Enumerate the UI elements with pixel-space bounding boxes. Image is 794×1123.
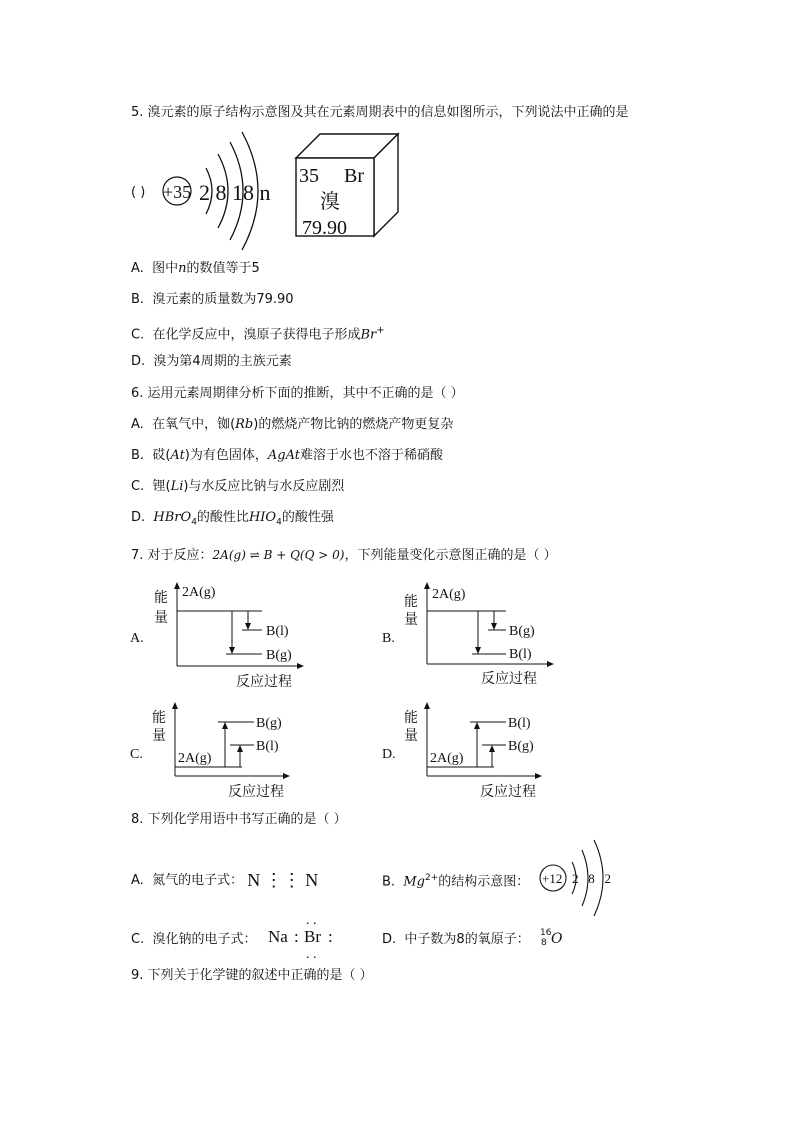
svg-text:反应过程: 反应过程	[480, 784, 536, 800]
svg-text:B(g): B(g)	[266, 648, 292, 663]
svg-text:Br: Br	[304, 927, 321, 946]
q7-diagram-b	[382, 580, 562, 690]
sodium-bromide-electron-formula	[266, 914, 338, 960]
svg-text:2A(g): 2A(g)	[182, 585, 216, 600]
q6-option-a: A. 在氧气中，铷(Rb)的燃烧产物比钠的燃烧产物更复杂	[131, 417, 454, 432]
svg-text:反应过程: 反应过程	[236, 674, 292, 690]
element-symbol: Br	[344, 165, 364, 187]
svg-text:B.: B.	[382, 631, 395, 646]
svg-text:反应过程: 反应过程	[228, 784, 284, 800]
svg-text:量: 量	[404, 728, 418, 744]
svg-text:能: 能	[152, 710, 166, 726]
q6-option-c: C. 锂(Li)与水反应比钠与水反应剧烈	[131, 479, 345, 494]
svg-text::: :	[294, 927, 299, 946]
q5-option-d: D. 溴为第4周期的主族元素	[131, 354, 292, 369]
q6-option-d: D. HBrO$_4$的酸性比$HIO_4$的酸性强	[131, 510, 334, 528]
svg-text:D.: D.	[382, 747, 396, 762]
bromine-atom-structure-diagram	[150, 128, 280, 250]
bromine-periodic-card	[292, 130, 402, 240]
electron-counts: 2 8 18 n	[199, 180, 271, 205]
q5-option-b: B. 溴元素的质量数为79.90	[131, 292, 294, 307]
atomic-mass: 79.90	[302, 217, 347, 239]
svg-text:+12: +12	[542, 871, 563, 886]
q8-option-c: C. 溴化钠的电子式：	[131, 932, 257, 947]
svg-text:能: 能	[404, 710, 418, 726]
svg-text:Na: Na	[268, 927, 288, 946]
q7-diagram-d	[382, 700, 562, 806]
q8-stem: 8. 下列化学用语中书写正确的是（ ）	[131, 812, 347, 827]
q8-option-a: A. 氮气的电子式： N ⋮⋮ N	[131, 870, 319, 890]
svg-text:反应过程: 反应过程	[481, 671, 537, 687]
q5-answer-paren: ( )	[131, 185, 146, 200]
svg-text:2A(g): 2A(g)	[430, 751, 464, 766]
svg-text:2A(g): 2A(g)	[432, 587, 466, 602]
svg-text:A.: A.	[130, 631, 144, 646]
svg-text:. .: . .	[306, 947, 317, 962]
q9-stem: 9. 下列关于化学键的叙述中正确的是（ ）	[131, 968, 373, 983]
magnesium-ion-structure-diagram	[536, 836, 616, 918]
axis-y-label-1: 能	[154, 590, 168, 606]
q8-option-d: D. 中子数为8的氧原子：	[382, 932, 530, 947]
svg-text::: :	[328, 927, 333, 946]
q7-diagram-a	[130, 580, 310, 690]
svg-text:B(l): B(l)	[509, 647, 532, 662]
svg-text:B(g): B(g)	[508, 739, 534, 754]
q6-option-b: B. 砹(At)为有色固体，AgAt难溶于水也不溶于稀硝酸	[131, 448, 443, 463]
q8-option-b: B. $Mg^{2+}$的结构示意图：	[382, 873, 530, 890]
q7-diagram-c	[130, 700, 310, 806]
axis-y-label-2: 量	[154, 610, 168, 626]
svg-text:能: 能	[404, 594, 418, 610]
svg-text:量: 量	[404, 612, 418, 628]
q6-stem: 6. 运用元素周期律分析下面的推断，其中不正确的是（ ）	[131, 386, 464, 401]
svg-text:B(l): B(l)	[256, 739, 279, 754]
svg-text:2A(g): 2A(g)	[178, 751, 212, 766]
svg-text:B(g): B(g)	[256, 716, 282, 731]
svg-text:B(g): B(g)	[509, 624, 535, 639]
nucleus-charge: +35	[163, 182, 192, 202]
q5-option-c: C. 在化学反应中，溴原子获得电子形成Br+	[131, 325, 385, 343]
q5-stem: 5. 溴元素的原子结构示意图及其在元素周期表中的信息如图所示，下列说法中正确的是	[131, 105, 629, 120]
svg-text:B(l): B(l)	[266, 624, 289, 639]
svg-text:量: 量	[152, 728, 166, 744]
element-name: 溴	[320, 189, 340, 213]
svg-text:C.: C.	[130, 747, 143, 762]
svg-text:2 8 2: 2 8 2	[572, 871, 611, 886]
q5-option-a: A. 图中n的数值等于5	[131, 261, 260, 276]
atomic-number: 35	[299, 165, 319, 187]
svg-text:. .: . .	[306, 913, 317, 928]
q7-stem: 7. 对于反应：2A(g) ⇌ B + Q(Q > 0)，下列能量变化示意图正确的是（ ）	[131, 548, 557, 563]
oxygen-isotope-symbol: 16 8 O	[540, 928, 563, 948]
svg-text:B(l): B(l)	[508, 716, 531, 731]
